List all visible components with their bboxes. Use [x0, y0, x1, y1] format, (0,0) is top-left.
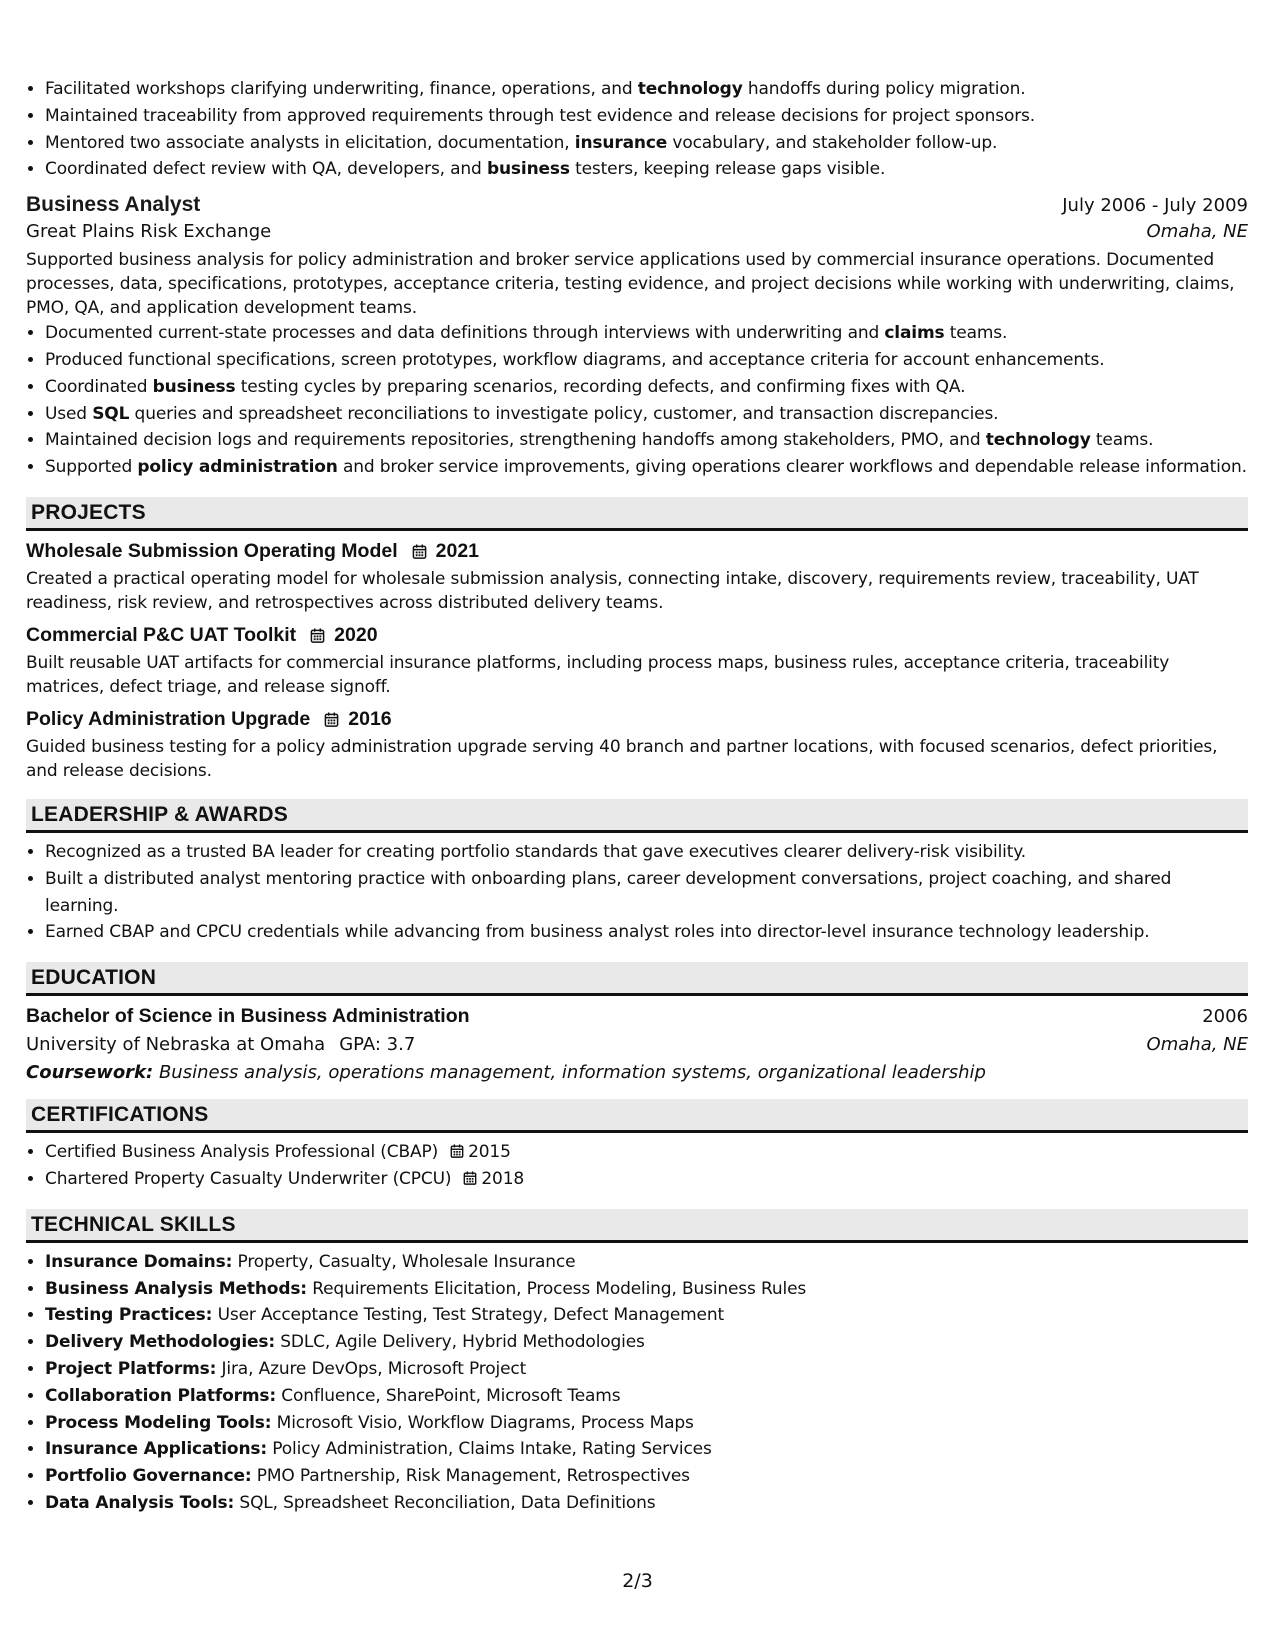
leadership-list: [26, 839, 1248, 946]
list-item: • Portfolio Governance: PMO Partnership, Risk Management, Retrospectives: [45, 1463, 1248, 1490]
list-item: • Insurance Domains: Property, Casualty, Wholesale Insurance: [45, 1249, 1248, 1276]
skills-list: [26, 1249, 1248, 1517]
job-subheader: [26, 221, 1248, 242]
degree-year: 2006: [1202, 1006, 1248, 1028]
list-item: • Maintained decision logs and requirements repositories, strengthening handoffs among stakeholders, PMO, and technology teams.: [45, 427, 1248, 454]
calendar-icon: [310, 628, 325, 643]
section-header-certifications: [26, 1099, 1248, 1133]
list-item: • Produced functional specifications, screen prototypes, workflow diagrams, and acceptance criteria for account enhancements.: [45, 347, 1248, 374]
project-year: 2016: [348, 707, 392, 730]
project-description: Guided business testing for a policy administration upgrade serving 40 branch and partner locations, with focused scenarios, defect priorities, and release decisions.: [26, 736, 1218, 781]
calendar-icon: [412, 544, 427, 559]
list-item: • Process Modeling Tools: Microsoft Visio, Workflow Diagrams, Process Maps: [45, 1410, 1248, 1437]
list-item: • Supported policy administration and broker service improvements, giving operations clearer workflows and dependable release information.: [45, 454, 1248, 481]
section-title: TECHNICAL SKILLS: [31, 1212, 236, 1236]
list-item: • Maintained traceability from approved requirements through test evidence and release decisions for project sponsors.: [45, 103, 1248, 130]
calendar-icon: [324, 712, 339, 727]
job-title: Business Analyst: [26, 193, 201, 217]
school-location: Omaha, NE: [1146, 1034, 1248, 1056]
coursework-label: Coursework:: [26, 1062, 154, 1084]
list-item: • Used SQL queries and spreadsheet reconciliations to investigate policy, customer, and transaction discrepancies.: [45, 401, 1248, 428]
job-header: [26, 193, 1248, 217]
project-year: 2021: [435, 539, 480, 562]
list-item: • Facilitated workshops clarifying underwriting, finance, operations, and technology handoffs during policy migration.: [45, 76, 1248, 103]
certifications-list: [26, 1139, 1248, 1193]
section-header-skills: [26, 1209, 1248, 1243]
job-company: Great Plains Risk Exchange: [26, 221, 272, 243]
degree-title: Bachelor of Science in Business Administration: [26, 1005, 470, 1028]
section-title: CERTIFICATIONS: [31, 1103, 209, 1127]
job-summary: Supported business analysis for policy administration and broker service applications used by commercial insurance operations. Documented processes, data, specifications, prototypes, acceptance criteria, testing evidence, and project decisions while working with underwriting, claims, PMO, QA, and application development teams.: [26, 250, 1235, 319]
section-title: EDUCATION: [31, 966, 157, 990]
section-header-leadership: [26, 799, 1248, 833]
job-bullets: [26, 320, 1248, 481]
list-item: • Certified Business Analysis Professional (CBAP) 2015: [45, 1139, 1248, 1166]
project-description: Built reusable UAT artifacts for commercial insurance platforms, including process maps, business rules, acceptance criteria, traceability matrices, defect triage, and release signoff.: [26, 652, 1170, 697]
list-item: • Built a distributed analyst mentoring practice with onboarding plans, career development conversations, project coaching, and shared learning.: [45, 866, 1248, 920]
list-item: • Coordinated business testing cycles by preparing scenarios, recording defects, and confirming fixes with QA.: [45, 374, 1248, 401]
project-year: 2020: [334, 623, 378, 646]
education-subheader: [26, 1034, 1248, 1055]
project-entry: [26, 708, 1248, 783]
job-dates: July 2006 - July 2009: [1062, 195, 1248, 217]
list-item: • Data Analysis Tools: SQL, Spreadsheet Reconciliation, Data Definitions: [45, 1490, 1248, 1517]
project-header: [26, 624, 1248, 647]
section-title: PROJECTS: [31, 500, 146, 524]
gpa: GPA: 3.7: [339, 1034, 416, 1056]
resume-page: [26, 76, 1248, 1517]
project-title: Wholesale Submission Operating Model: [26, 539, 398, 562]
list-item: • Coordinated defect review with QA, developers, and business testers, keeping release gaps visible.: [45, 156, 1248, 183]
calendar-icon: [450, 1144, 464, 1158]
section-header-education: [26, 962, 1248, 996]
project-entry: [26, 624, 1248, 699]
list-item: • Earned CBAP and CPCU credentials while advancing from business analyst roles into director-level insurance technology leadership.: [45, 919, 1248, 946]
list-item: • Testing Practices: User Acceptance Testing, Test Strategy, Defect Management: [45, 1302, 1248, 1329]
list-item: • Mentored two associate analysts in elicitation, documentation, insurance vocabulary, and stakeholder follow-up.: [45, 130, 1248, 157]
job-location: Omaha, NE: [1146, 221, 1248, 243]
project-header: [26, 540, 1248, 563]
list-item: • Chartered Property Casualty Underwriter (CPCU) 2018: [45, 1166, 1248, 1193]
school-name: University of Nebraska at Omaha: [26, 1034, 326, 1056]
list-item: • Insurance Applications: Policy Administration, Claims Intake, Rating Services: [45, 1436, 1248, 1463]
list-item: • Recognized as a trusted BA leader for creating portfolio standards that gave executives clearer delivery-risk visibility.: [45, 839, 1248, 866]
project-description: Created a practical operating model for wholesale submission analysis, connecting intake, discovery, requirements review, traceability, UAT readiness, risk review, and retrospectives across distributed delivery teams.: [26, 568, 1199, 613]
coursework: [26, 1062, 1248, 1083]
list-item: • Delivery Methodologies: SDLC, Agile Delivery, Hybrid Methodologies: [45, 1329, 1248, 1356]
section-title: LEADERSHIP & AWARDS: [31, 802, 288, 826]
list-item: • Documented current-state processes and data definitions through interviews with underwriting and claims teams.: [45, 320, 1248, 347]
list-item: • Business Analysis Methods: Requirements Elicitation, Process Modeling, Business Rules: [45, 1276, 1248, 1303]
list-item: • Collaboration Platforms: Confluence, SharePoint, Microsoft Teams: [45, 1383, 1248, 1410]
calendar-icon: [463, 1171, 477, 1185]
project-header: [26, 708, 1248, 731]
project-title: Policy Administration Upgrade: [26, 707, 311, 730]
project-entry: [26, 540, 1248, 615]
experience-tail-list: [26, 76, 1248, 183]
coursework-text: Business analysis, operations management, information systems, organizational leadership: [153, 1062, 986, 1084]
education-header: [26, 1005, 1248, 1028]
page-number: 2/3: [622, 1570, 653, 1592]
section-header-projects: [26, 497, 1248, 531]
list-item: • Project Platforms: Jira, Azure DevOps, Microsoft Project: [45, 1356, 1248, 1383]
project-title: Commercial P&C UAT Toolkit: [26, 623, 297, 646]
